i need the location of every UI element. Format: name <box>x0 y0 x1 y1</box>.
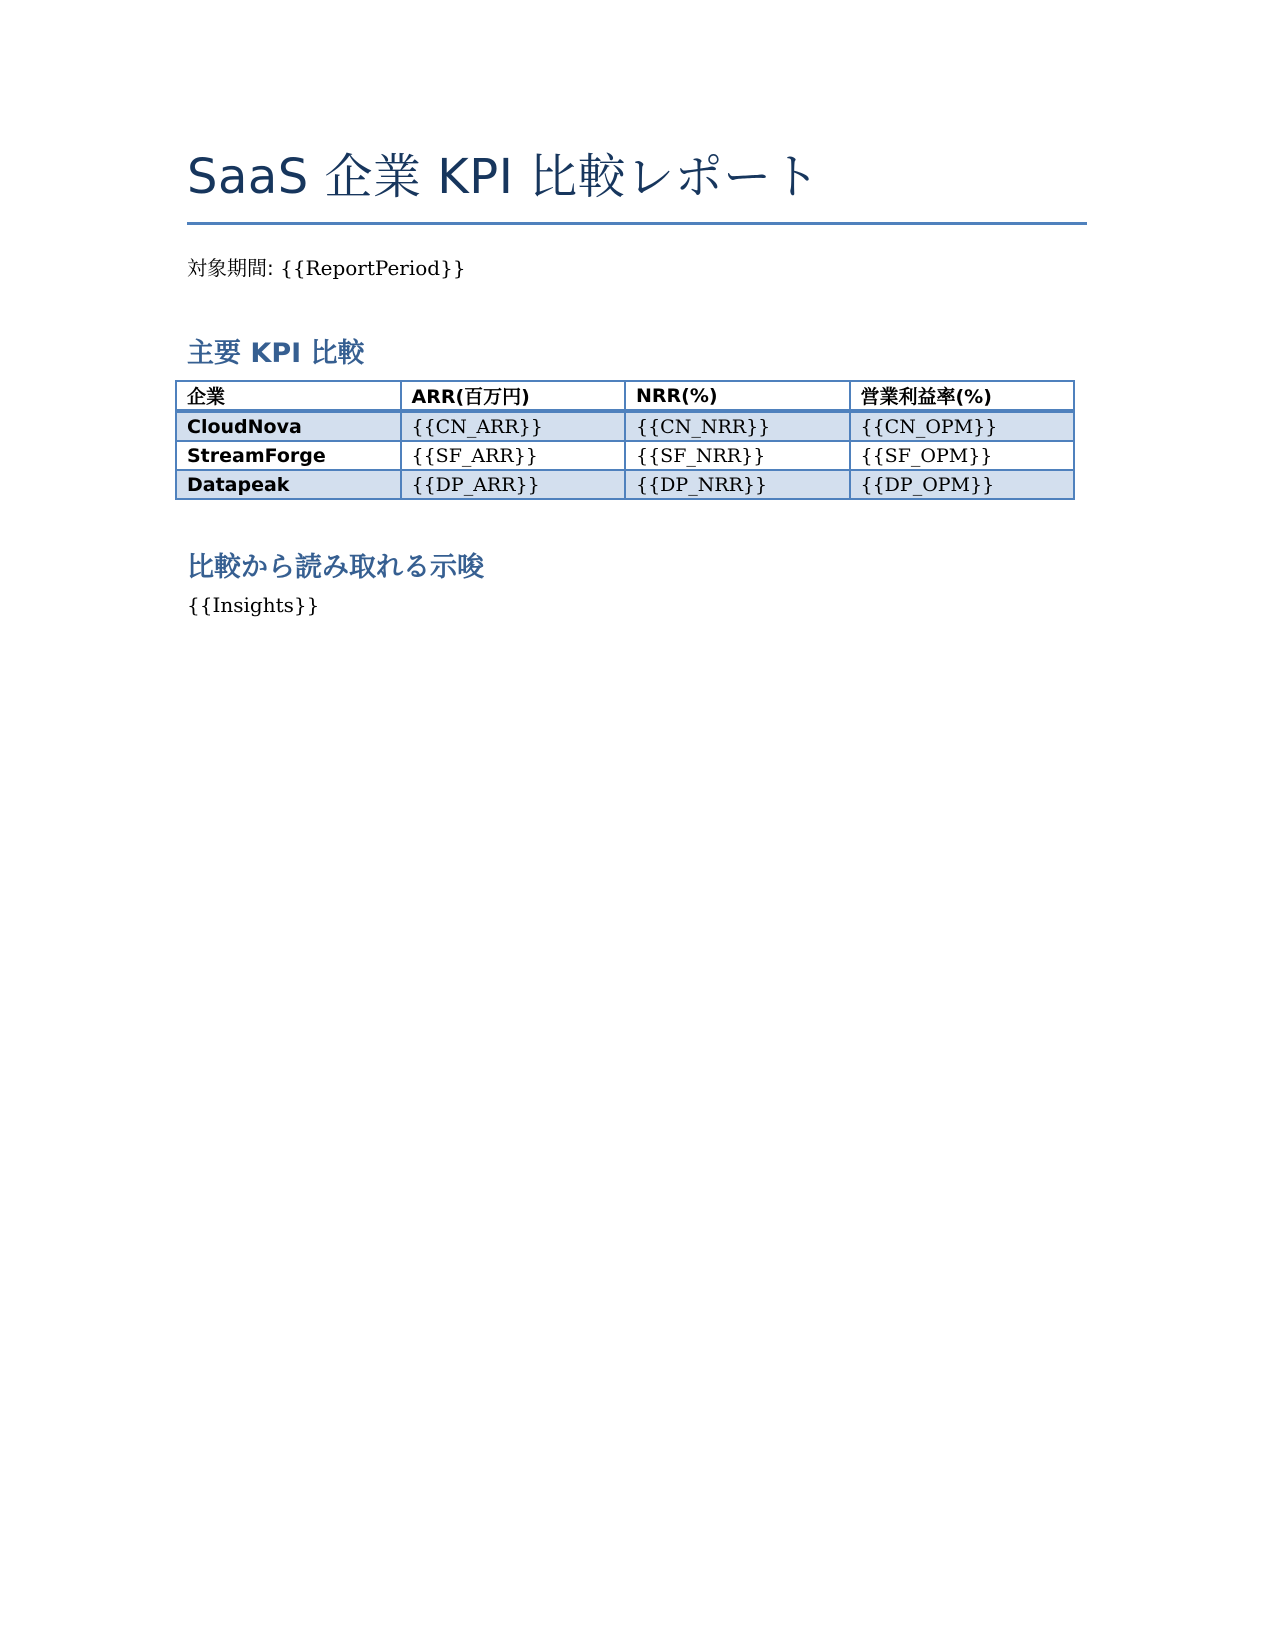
column-header-nrr: NRR(%) <box>625 381 850 411</box>
nrr-cell: {{SF_NRR}} <box>625 441 850 470</box>
kpi-comparison-table <box>175 380 1075 500</box>
document-title: SaaS 企業 KPI 比較レポート <box>187 149 821 205</box>
opm-cell: {{CN_OPM}} <box>850 411 1075 441</box>
opm-cell: {{SF_OPM}} <box>850 441 1075 470</box>
insights-body: {{Insights}} <box>187 593 320 617</box>
report-period <box>187 256 466 280</box>
arr-cell: {{DP_ARR}} <box>401 470 626 499</box>
nrr-cell: {{CN_NRR}} <box>625 411 850 441</box>
company-cell: CloudNova <box>176 411 401 441</box>
company-cell: StreamForge <box>176 441 401 470</box>
table-row <box>176 470 1074 499</box>
title-underline <box>187 222 1087 225</box>
column-header-company: 企業 <box>176 381 401 411</box>
table-row <box>176 411 1074 441</box>
opm-cell: {{DP_OPM}} <box>850 470 1075 499</box>
kpi-section-heading: 主要 KPI 比較 <box>187 338 365 369</box>
column-header-arr: ARR(百万円) <box>401 381 626 411</box>
arr-cell: {{SF_ARR}} <box>401 441 626 470</box>
insights-section-heading: 比較から読み取れる示唆 <box>187 552 484 583</box>
report-period-value: {{ReportPeriod}} <box>280 256 466 280</box>
nrr-cell: {{DP_NRR}} <box>625 470 850 499</box>
table-row <box>176 441 1074 470</box>
company-cell: Datapeak <box>176 470 401 499</box>
arr-cell: {{CN_ARR}} <box>401 411 626 441</box>
column-header-opm: 営業利益率(%) <box>850 381 1075 411</box>
table-header-row <box>176 381 1074 411</box>
report-period-label: 対象期間: <box>187 256 281 280</box>
